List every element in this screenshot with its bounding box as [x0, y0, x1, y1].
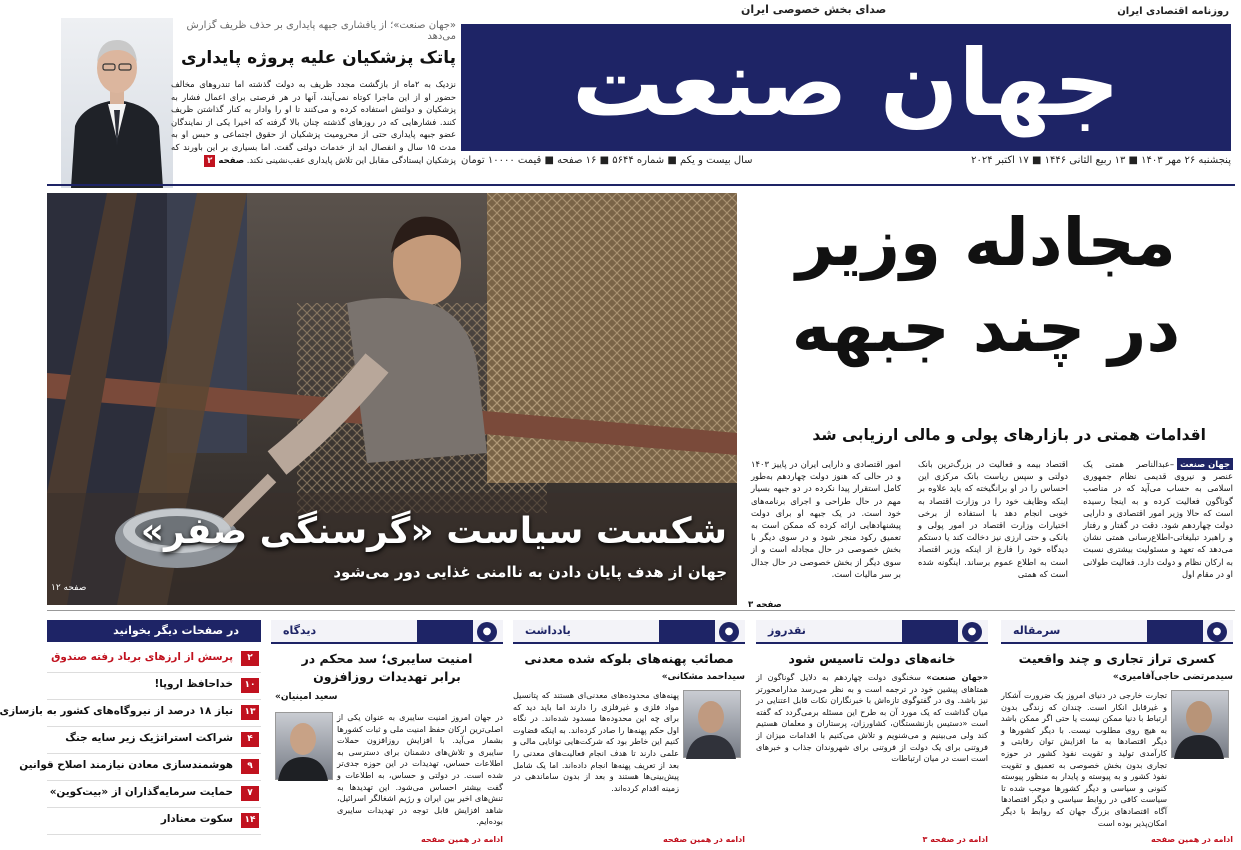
section-label: سرمقاله	[1013, 624, 1061, 637]
section-title[interactable]: خانه‌های دولت تاسیس شود	[788, 651, 956, 666]
page-number-badge: ۱۳	[241, 705, 259, 720]
section-label: یادداشت	[525, 624, 571, 637]
other-page-item[interactable]	[47, 673, 261, 700]
author-portrait-icon	[274, 713, 332, 781]
continue-link[interactable]: ادامه در همین صفحه	[1151, 835, 1233, 844]
issue-info: سال بیست و یکم ■ شماره ۵۶۴۴ ■ ۱۶ صفحه ■ قیمت ۱۰۰۰۰ تومان	[461, 155, 753, 166]
other-page-item[interactable]	[0, 700, 261, 727]
section-title[interactable]: کسری تراز تجاری و چند واقعیت	[1018, 651, 1216, 666]
teaser-intro: «جهان صنعت»؛ از یافشاری جبهه پایداری بر حذف ظریف گزارش می‌دهد	[186, 20, 456, 42]
other-pages-box	[0, 620, 261, 846]
section-title[interactable]: مصائب پهنه‌های بلوکه شده معدنی	[524, 651, 734, 666]
lead-subtitle: اقدامات همتی در بازارهای پولی و مالی ارزیابی شد	[812, 426, 1206, 444]
teaser-body	[171, 78, 456, 167]
lead-headline-line1: مجادله وزیر	[796, 204, 1176, 281]
section-accent	[902, 620, 958, 644]
lead-body	[748, 458, 1233, 608]
lead-column-text: –عبدالناصر همتی یک عنصر و نیروی قدیمی نظام جمهوری اسلامی به حساب می‌آید که در مناصب گوناگون فعالیت کرده و به اینجا رسیده است که حالا وزیر امور اقتصادی و دارایی دولت چهاردهم شود. دقت در گفتار و رفتار و راهبرد تبلیغاتی-اطلاع‌رسانی همتی نشان می‌دهد که تعهد و مسئولیت بیشتری نسبت به ارکان نظام و دولت دارد. فعالیت طولانی او در مقام اول	[1083, 459, 1233, 579]
continue-link[interactable]: ادامه در همین صفحه	[421, 835, 503, 844]
section-body: پهنه‌های محدوده‌های معدنی‌ای هستند که پتانسیل مواد فلزی و غیرفلزی را دارند اما باید دید که برای چه این محدوده‌ها مسدود شده‌اند. در نگاه اول حکم پهنه‌ها را صادر کرده‌اند. به اینکه قضاوت کنیم این خاطر بود که شرکت‌هایی توانایی مالی و علمی دارند تا هدف انجام فعالیت‌های معدنی را بعد از تعریف پهنه‌ها انجام داده‌اند. اما یک شامل پیش‌بینی‌ها هستند و بعد از بدون ساماندهی در زمینه اقدام کرده‌اند.	[513, 690, 679, 793]
other-page-title: حمایت سرمایه‌گذاران از «بیت‌کوین»	[49, 786, 233, 798]
section-body-text: سخنگوی دولت چهاردهم به دلایل گوناگون از همتاهای پیشین خود در ترجمه است و به نظر می‌رسد مدارامحورتر نیز باشد. وی در گفتوگوی تازه‌اش با خبرنگاران نکات قابل اعتنایی در میان گذاشت که یک مورد آن به طرح این مسئله برمی‌گردد که گفته است «دستیس بازنشستگان، کشاورزان، پرستاران و معلمان هستیم کند ولی می‌بینیم و می‌شنویم و تلاش می‌کنیم با اقدامات میزان از فروتنی برای یک دولت از فروتنی برای شهروندان جذاب و خبرهای است است در میان ارتباطات	[756, 672, 988, 764]
other-page-item[interactable]	[47, 727, 261, 754]
section-header	[1001, 620, 1233, 644]
section-badge-icon: ●	[962, 622, 982, 642]
newspaper-logo[interactable]	[461, 24, 1231, 151]
section-header	[271, 620, 503, 644]
other-page-item[interactable]	[47, 808, 261, 835]
logo-text: جهان صنعت	[572, 30, 1120, 137]
note-section[interactable]	[513, 620, 745, 846]
page-number-badge: ۱۰	[241, 678, 259, 693]
photo-page-ref[interactable]: صفحه ۱۲	[51, 583, 87, 593]
other-page-title: شراکت استراتژیک زیر سایه جنگ	[65, 732, 233, 744]
other-page-title: سکوت معنادار	[160, 813, 233, 825]
section-badge-icon: ●	[1207, 622, 1227, 642]
author-portrait-icon	[1170, 691, 1228, 759]
section-title[interactable]: امنیت سایبری؛ سد محکم در برابر تهدیدات روزافزون	[301, 651, 473, 684]
lead-headline[interactable]	[746, 200, 1226, 372]
section-author: سیداحمد مشکانی»	[661, 672, 745, 682]
masthead-tagline: صدای بخش خصوصی ایران	[741, 3, 887, 16]
teaser-story[interactable]	[51, 10, 456, 185]
man-portrait-icon	[61, 18, 173, 188]
page-number-badge: ۹	[241, 759, 259, 774]
main-photo-story[interactable]	[47, 193, 737, 605]
other-page-item[interactable]	[47, 781, 261, 808]
teaser-text: نزدیک به ۲ماه از بازگشت مجدد ظریف به دولت گذشته اما تندروهای مخالف حضور او از این ماجرا کوتاه نمی‌آیند، آنها در هر فرصتی برای اعمال فشار به پزشکیان و دولتش استفاده کرده و می‌کنند تا او را وادار به کنار گذاشتن ظریف کنند. فشارهایی که در روزهای گذشته چنان بالا گرفته که اخیرا یکی از نمایندگان عضو جبهه پایداری حتی از محرومیت پزشکیان از حقوق اجتماعی و حبس او به مدت ۱۵ سال و انفصال ابد از خدمات دولتی گفت. اما بسیاری بر این باورند که پزشکیان ایستادگی مقابل این تلاش پایداری عقب‌نشینی نکند.	[171, 79, 456, 165]
lead-column: اقتصاد بیمه و فعالیت در بزرگ‌ترین بانک دولتی و سپس ریاست بانک مرکزی این احساس را در او برانگیخته که باید علاوه بر اینکه وظایف خود را در وزارت اقتصاد به خوبی انجام دهد با استفاده از برخی اختیارات وزارت اقتصاد در امور پولی و بانکی و حتی ارزی نیز دخالت کند یا دستکم دیدگاه خود را فارغ از اینکه وزیر اقتصاد است به اطلاع عموم برساند. اینگونه شده است که همتی	[918, 459, 1068, 579]
other-pages-list	[0, 646, 261, 835]
section-label: دیدگاه	[283, 624, 317, 637]
page-label: صفحه	[218, 155, 245, 166]
viewpoint-section[interactable]	[271, 620, 503, 846]
section-body: تجارت خارجی در دنیای امروز یک ضرورت آشکار و غیرقابل انکار است. چندان که زندگی بدون ارتباط با دنیا ممکن نیست یا حتی اگر ممکن باشد به هیچ روی مطلوب نیست. با دیگر کشورها و دیگر اقتصادها به ما افزایش توان رقابتی و کارآمدی تولید و تقویت نفوذ کشور در حوزه تجاری بدون بخش خصوصی به تعمیق و تقویت نفوذ کشور و به پیوسته و پایدار به منظور پیوسته کنونی و سیاسی و دیگر کشورها موجب شده تا سیاست کافی در روابط سیاسی و دیگر اقتصادها آگاه اقتصادهای بزرگ جهان که روابط با دیگر امکان‌پذیر بوده است	[1001, 690, 1167, 828]
editorial-section[interactable]	[1001, 620, 1233, 846]
section-header	[513, 620, 745, 644]
other-page-item[interactable]	[47, 646, 261, 673]
section-author: «جهان صنعت»	[926, 672, 988, 682]
other-page-title: نیاز ۱۸ درصد از نیروگاه‌های کشور به بازسازی	[0, 705, 233, 717]
photo-headline[interactable]: شکست سیاست «گرسنگی صفر»	[140, 511, 727, 552]
page-number-badge: ۲	[241, 651, 259, 666]
lead-headline-line2: در چند جبهه	[791, 290, 1181, 367]
masthead-divider	[47, 184, 1235, 186]
teaser-photo	[61, 18, 173, 188]
photo-subhead: جهان از هدف پایان دادن به ناامنی غذایی دور می‌شود	[333, 563, 727, 581]
page-number-badge: ۴	[241, 732, 259, 747]
section-badge-icon: ●	[719, 622, 739, 642]
section-header	[756, 620, 988, 644]
lead-column: امور اقتصادی و دارایی ایران در پاییز ۱۴۰۳ و در حالی که هنوز دولت چهاردهم به‌طور کامل استقرار پیدا نکرده در دو جبهه بسیار مهم در حال طراحی و اجرای برنامه‌های خود است. در یک جبهه او برای دولت پیشنهادهایی ارائه کرده که ممکن است به تعمیق رکود منجر شود و در سوی دیگر با بخش خصوصی در حال مجادله است و از سوی دیگر از بخش خصوصی در حال جدال بر سر مالیات است.	[751, 459, 901, 579]
other-page-title: پرسش از ارزهای برباد رفته صندوق	[51, 651, 233, 663]
bottom-divider	[47, 610, 1235, 611]
masthead	[461, 0, 1231, 170]
page-number: ۲	[204, 155, 215, 168]
other-page-title: خداحافظ اروپا!	[154, 678, 233, 690]
other-page-title: هوشمندسازی معادن نیازمند اصلاح قوانین	[19, 759, 233, 771]
lead-column	[1083, 458, 1233, 580]
continue-link[interactable]: ادامه در صفحه ۳	[922, 835, 988, 844]
section-author: سعید امینیان»	[275, 692, 338, 702]
lead-byline: جهان صنعت	[1177, 458, 1233, 470]
section-body	[756, 672, 988, 824]
issue-date: پنجشنبه ۲۶ مهر ۱۴۰۳ ■ ۱۳ ربیع الثانی ۱۴۴۶ ■ ۱۷ اکتبر ۲۰۲۴	[971, 155, 1231, 166]
critique-section[interactable]	[756, 620, 988, 846]
page-number-badge: ۷	[241, 786, 259, 801]
section-accent	[659, 620, 715, 644]
section-badge-icon: ●	[477, 622, 497, 642]
author-portrait-icon	[682, 691, 740, 759]
author-photo	[683, 690, 741, 758]
section-label: نقدروز	[768, 624, 806, 637]
section-author: سیدمرتضی حاجی‌آقامیری»	[1112, 672, 1233, 682]
continue-link[interactable]: ادامه در همین صفحه	[663, 835, 745, 844]
section-accent	[417, 620, 473, 644]
teaser-page-ref[interactable]	[201, 156, 244, 166]
section-accent	[1147, 620, 1203, 644]
masthead-slogan: روزنامه اقتصادی ایران	[1117, 6, 1229, 17]
page-number-badge: ۱۴	[241, 813, 259, 828]
other-page-item[interactable]	[19, 754, 261, 781]
other-pages-title: در صفحات دیگر بخوانید	[47, 620, 261, 642]
lead-page-ref[interactable]: صفحه ۳	[748, 600, 782, 610]
author-photo	[275, 712, 333, 780]
author-photo	[1171, 690, 1229, 758]
teaser-headline[interactable]: پاتک پزشکیان علیه پروژه پایداری	[181, 48, 456, 68]
section-body: در جهان امروز امنیت سایبری به عنوان یکی از اصلی‌ترین ارکان حفظ امنیت ملی و ثبات کشورها بشمار می‌آید. با افزایش روزافزون حملات سایبری و تلاش‌های دشمنان برای دسترسی به اطلاعات حساس، تهدیدات در این حوزه جدی‌تر شده است. در دولتی و حساس، به اطلاعات و گفت بیشتر احساس می‌شود. این تهدیدها به تنش‌های اخیر بین ایران و رژیم اشغالگر اسرائیل، شاهد افزایش قابل توجه در تهدیدات سایبری بوده‌ایم.	[337, 712, 503, 827]
